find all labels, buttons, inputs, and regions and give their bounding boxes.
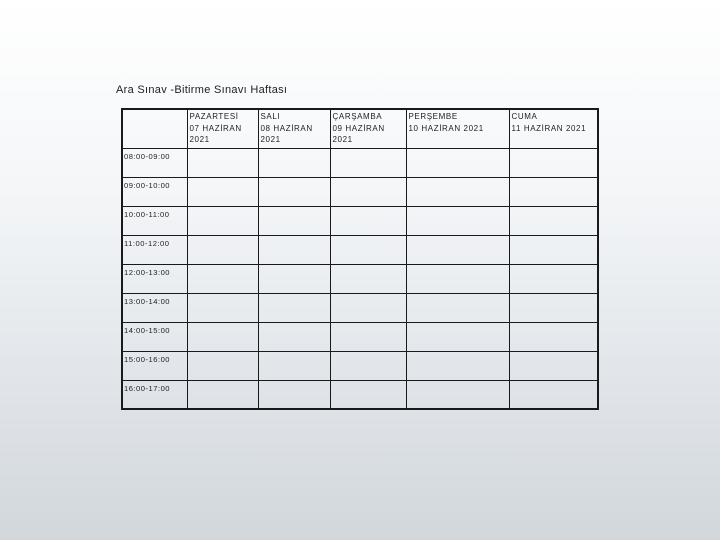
exam-cell[interactable] [509,264,598,293]
time-slot-cell [122,264,187,293]
time-slot-cell [122,148,187,177]
time-slot-label: 15:00-16:00 [124,354,171,364]
table-row [122,177,598,206]
time-slot-cell [122,380,187,409]
day-header-tuesday [258,109,330,148]
table-row [122,148,598,177]
exam-cell[interactable] [330,235,406,264]
header-row [122,109,598,148]
table-row [122,351,598,380]
exam-cell[interactable] [509,148,598,177]
exam-cell[interactable] [509,351,598,380]
time-slot-label: 08:00-09:00 [124,151,171,161]
exam-cell[interactable] [258,322,330,351]
time-slot-cell [122,206,187,235]
exam-cell[interactable] [330,322,406,351]
exam-cell[interactable] [406,322,509,351]
day-header-label: CUMA 11 HAZİRAN 2021 [511,112,587,133]
day-header-wednesday [330,109,406,148]
exam-cell[interactable] [187,235,258,264]
day-header-label: SALI 08 HAZİRAN 2021 [260,112,313,144]
exam-cell[interactable] [258,264,330,293]
exam-cell[interactable] [330,293,406,322]
exam-cell[interactable] [187,177,258,206]
time-slot-label: 16:00-17:00 [124,383,171,393]
time-slot-label: 11:00-12:00 [124,238,170,248]
time-slot-cell [122,177,187,206]
table-row [122,264,598,293]
exam-cell[interactable] [258,177,330,206]
exam-cell[interactable] [187,351,258,380]
day-header-label: ÇARŞAMBA 09 HAZİRAN 2021 [332,112,385,144]
exam-cell[interactable] [187,264,258,293]
exam-cell[interactable] [330,206,406,235]
exam-cell[interactable] [187,293,258,322]
slide-title: Ara Sınav -Bitirme Sınavı Haftası [116,84,288,96]
exam-cell[interactable] [406,351,509,380]
exam-cell[interactable] [406,206,509,235]
exam-cell[interactable] [187,322,258,351]
day-header-friday [509,109,598,148]
time-slot-label: 14:00-15:00 [124,325,171,335]
exam-schedule-table [121,108,599,410]
day-header-label: PAZARTESİ 07 HAZİRAN 2021 [189,112,242,144]
time-slot-cell [122,322,187,351]
exam-cell[interactable] [406,264,509,293]
exam-cell[interactable] [258,293,330,322]
exam-cell[interactable] [258,235,330,264]
exam-cell[interactable] [509,293,598,322]
exam-cell[interactable] [330,148,406,177]
exam-cell[interactable] [258,351,330,380]
exam-cell[interactable] [509,322,598,351]
exam-cell[interactable] [258,380,330,409]
exam-cell[interactable] [406,148,509,177]
time-slot-cell [122,235,187,264]
exam-cell[interactable] [187,380,258,409]
exam-cell[interactable] [330,380,406,409]
exam-cell[interactable] [330,177,406,206]
time-slot-label: 10:00-11:00 [124,209,170,219]
exam-cell[interactable] [258,148,330,177]
table-row [122,293,598,322]
exam-cell[interactable] [406,380,509,409]
time-slot-label: 13:00-14:00 [124,296,171,306]
day-header-monday [187,109,258,148]
exam-cell[interactable] [330,351,406,380]
day-header-label: PERŞEMBE 10 HAZİRAN 2021 [408,112,484,133]
exam-cell[interactable] [187,206,258,235]
exam-cell[interactable] [187,148,258,177]
table-row [122,206,598,235]
corner-cell [122,109,187,148]
time-slot-label: 12:00-13:00 [124,267,171,277]
day-header-thursday [406,109,509,148]
exam-cell[interactable] [406,177,509,206]
time-slot-cell [122,351,187,380]
table-row [122,235,598,264]
time-slot-cell [122,293,187,322]
time-slot-label: 09:00-10:00 [124,180,171,190]
exam-cell[interactable] [509,177,598,206]
exam-cell[interactable] [330,264,406,293]
table-row [122,380,598,409]
exam-cell[interactable] [509,380,598,409]
table-row [122,322,598,351]
exam-cell[interactable] [509,235,598,264]
exam-cell[interactable] [406,293,509,322]
exam-cell[interactable] [509,206,598,235]
exam-cell[interactable] [406,235,509,264]
exam-cell[interactable] [258,206,330,235]
